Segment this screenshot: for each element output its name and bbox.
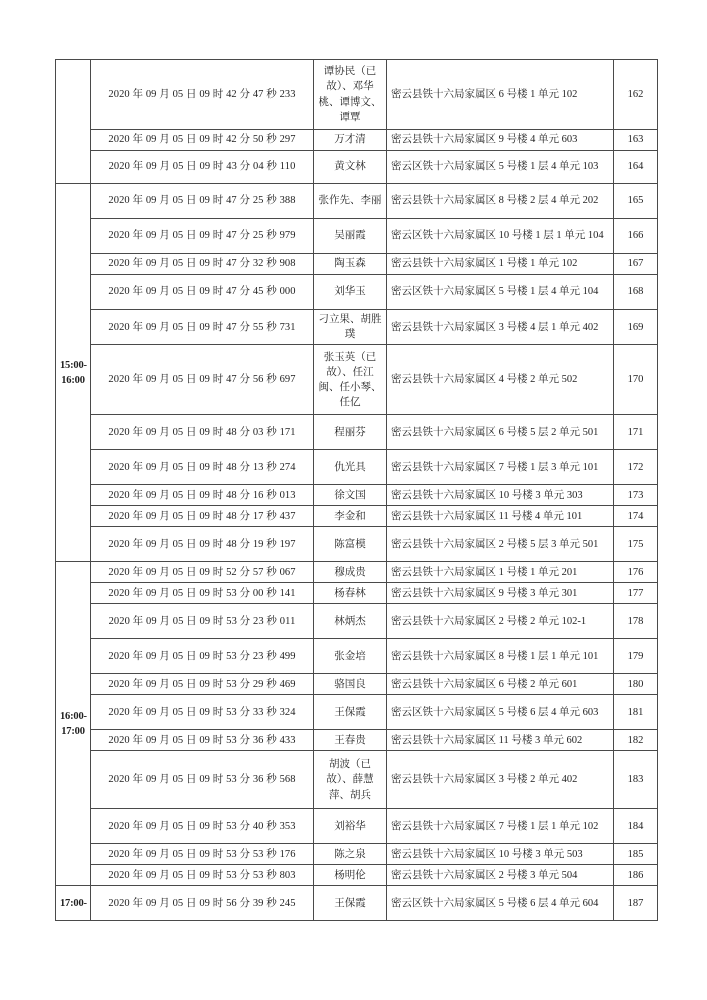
- record-names: 王春贵: [314, 730, 387, 751]
- record-datetime: 2020 年 09 月 05 日 09 时 53 分 53 秒 803: [91, 865, 314, 886]
- record-names: 万才清: [314, 130, 387, 151]
- record-datetime: 2020 年 09 月 05 日 09 时 53 分 53 秒 176: [91, 844, 314, 865]
- record-address: 密云县铁十六局家属区 8 号楼 2 层 4 单元 202: [387, 184, 614, 219]
- record-sequence-number: 180: [614, 674, 658, 695]
- record-datetime: 2020 年 09 月 05 日 09 时 47 分 25 秒 388: [91, 184, 314, 219]
- record-sequence-number: 167: [614, 254, 658, 275]
- time-period-line-2: 16:00: [61, 374, 85, 386]
- table-row: [56, 60, 658, 130]
- record-address: 密云县铁十六局家属区 6 号楼 1 单元 102: [387, 60, 614, 130]
- record-datetime: 2020 年 09 月 05 日 09 时 47 分 25 秒 979: [91, 219, 314, 254]
- record-address: 密云县铁十六局家属区 6 号楼 2 单元 601: [387, 674, 614, 695]
- record-datetime: 2020 年 09 月 05 日 09 时 53 分 23 秒 011: [91, 604, 314, 639]
- record-address: 密云县铁十六局家属区 10 号楼 3 单元 303: [387, 485, 614, 506]
- record-address: 密云县铁十六局家属区 1 号楼 1 单元 102: [387, 254, 614, 275]
- record-sequence-number: 166: [614, 219, 658, 254]
- table-row: [56, 562, 658, 583]
- record-names: 陶玉森: [314, 254, 387, 275]
- record-sequence-number: 187: [614, 886, 658, 921]
- record-names: 王保霞: [314, 886, 387, 921]
- record-address: 密云区铁十六局家属区 5 号楼 1 层 4 单元 104: [387, 275, 614, 310]
- record-datetime: 2020 年 09 月 05 日 09 时 47 分 55 秒 731: [91, 310, 314, 345]
- record-sequence-number: 183: [614, 751, 658, 809]
- record-names: 张作先、李丽: [314, 184, 387, 219]
- record-address: 密云区铁十六局家属区 5 号楼 6 层 4 单元 603: [387, 695, 614, 730]
- record-datetime: 2020 年 09 月 05 日 09 时 53 分 00 秒 141: [91, 583, 314, 604]
- record-datetime: 2020 年 09 月 05 日 09 时 53 分 33 秒 324: [91, 695, 314, 730]
- record-sequence-number: 177: [614, 583, 658, 604]
- record-datetime: 2020 年 09 月 05 日 09 时 53 分 36 秒 433: [91, 730, 314, 751]
- record-sequence-number: 165: [614, 184, 658, 219]
- record-sequence-number: 162: [614, 60, 658, 130]
- record-datetime: 2020 年 09 月 05 日 09 时 56 分 39 秒 245: [91, 886, 314, 921]
- record-sequence-number: 172: [614, 450, 658, 485]
- table-row: [56, 674, 658, 695]
- record-sequence-number: 171: [614, 415, 658, 450]
- table-row: [56, 604, 658, 639]
- table-row: [56, 275, 658, 310]
- record-address: 密云县铁十六局家属区 10 号楼 3 单元 503: [387, 844, 614, 865]
- record-address: 密云县铁十六局家属区 9 号楼 4 单元 603: [387, 130, 614, 151]
- record-datetime: 2020 年 09 月 05 日 09 时 53 分 40 秒 353: [91, 809, 314, 844]
- record-address: 密云县铁十六局家属区 2 号楼 3 单元 504: [387, 865, 614, 886]
- record-address: 密云县铁十六局家属区 8 号楼 1 层 1 单元 101: [387, 639, 614, 674]
- table-row: [56, 639, 658, 674]
- record-address: 密云县铁十六局家属区 3 号楼 4 层 1 单元 402: [387, 310, 614, 345]
- table-row: [56, 695, 658, 730]
- table-row: [56, 151, 658, 184]
- record-names: 刘华玉: [314, 275, 387, 310]
- table-row: [56, 254, 658, 275]
- table-row: [56, 415, 658, 450]
- record-sequence-number: 173: [614, 485, 658, 506]
- record-names: 骆国良: [314, 674, 387, 695]
- record-sequence-number: 185: [614, 844, 658, 865]
- records-table-body: [56, 60, 658, 921]
- time-period-line-2: 17:00: [61, 725, 85, 737]
- record-datetime: 2020 年 09 月 05 日 09 时 47 分 32 秒 908: [91, 254, 314, 275]
- record-datetime: 2020 年 09 月 05 日 09 时 42 分 50 秒 297: [91, 130, 314, 151]
- table-row: [56, 485, 658, 506]
- record-address: 密云县铁十六局家属区 7 号楼 1 层 3 单元 101: [387, 450, 614, 485]
- table-row: [56, 450, 658, 485]
- record-sequence-number: 169: [614, 310, 658, 345]
- record-names: 黄文林: [314, 151, 387, 184]
- record-names: 杨春林: [314, 583, 387, 604]
- record-address: 密云县铁十六局家属区 11 号楼 4 单元 101: [387, 506, 614, 527]
- record-address: 密云区铁十六局家属区 5 号楼 1 层 4 单元 103: [387, 151, 614, 184]
- record-datetime: 2020 年 09 月 05 日 09 时 48 分 19 秒 197: [91, 527, 314, 562]
- record-sequence-number: 181: [614, 695, 658, 730]
- record-names: 杨明伦: [314, 865, 387, 886]
- record-datetime: 2020 年 09 月 05 日 09 时 47 分 45 秒 000: [91, 275, 314, 310]
- record-sequence-number: 182: [614, 730, 658, 751]
- time-period-cell: [56, 184, 91, 562]
- record-names: 陈富模: [314, 527, 387, 562]
- table-row: [56, 184, 658, 219]
- record-datetime: 2020 年 09 月 05 日 09 时 48 分 13 秒 274: [91, 450, 314, 485]
- record-datetime: 2020 年 09 月 05 日 09 时 53 分 36 秒 568: [91, 751, 314, 809]
- record-sequence-number: 184: [614, 809, 658, 844]
- record-names: 吴丽霞: [314, 219, 387, 254]
- record-names: 陈之泉: [314, 844, 387, 865]
- record-address: 密云县铁十六局家属区 7 号楼 1 层 1 单元 102: [387, 809, 614, 844]
- record-sequence-number: 179: [614, 639, 658, 674]
- record-address: 密云县铁十六局家属区 3 号楼 2 单元 402: [387, 751, 614, 809]
- record-address: 密云县铁十六局家属区 6 号楼 5 层 2 单元 501: [387, 415, 614, 450]
- table-row: [56, 310, 658, 345]
- record-sequence-number: 168: [614, 275, 658, 310]
- record-names: 张金培: [314, 639, 387, 674]
- table-row: [56, 219, 658, 254]
- record-datetime: 2020 年 09 月 05 日 09 时 53 分 23 秒 499: [91, 639, 314, 674]
- record-sequence-number: 175: [614, 527, 658, 562]
- record-datetime: 2020 年 09 月 05 日 09 时 53 分 29 秒 469: [91, 674, 314, 695]
- record-address: 密云县铁十六局家属区 2 号楼 2 单元 102-1: [387, 604, 614, 639]
- table-row: [56, 506, 658, 527]
- record-address: 密云县铁十六局家属区 11 号楼 3 单元 602: [387, 730, 614, 751]
- record-address: 密云区铁十六局家属区 10 号楼 1 层 1 单元 104: [387, 219, 614, 254]
- record-datetime: 2020 年 09 月 05 日 09 时 52 分 57 秒 067: [91, 562, 314, 583]
- record-names: 穆成贵: [314, 562, 387, 583]
- table-row: [56, 865, 658, 886]
- record-names: 刘裕华: [314, 809, 387, 844]
- record-datetime: 2020 年 09 月 05 日 09 时 47 分 56 秒 697: [91, 345, 314, 415]
- record-datetime: 2020 年 09 月 05 日 09 时 48 分 03 秒 171: [91, 415, 314, 450]
- records-table-container: [55, 59, 657, 921]
- record-names: 李金和: [314, 506, 387, 527]
- time-period-cell: [56, 886, 91, 921]
- record-names: 谭协民（已故）、邓华桃、谭博文、谭覃: [314, 60, 387, 130]
- table-row: [56, 583, 658, 604]
- time-period-cell: [56, 562, 91, 886]
- record-sequence-number: 174: [614, 506, 658, 527]
- record-names: 徐文国: [314, 485, 387, 506]
- table-row: [56, 345, 658, 415]
- time-period-line-1: 15:00-: [60, 359, 87, 371]
- record-sequence-number: 164: [614, 151, 658, 184]
- record-names: 刁立果、胡胜璞: [314, 310, 387, 345]
- time-period-line-1: 17:00-: [60, 897, 87, 909]
- record-address: 密云县铁十六局家属区 2 号楼 5 层 3 单元 501: [387, 527, 614, 562]
- table-row: [56, 751, 658, 809]
- table-row: [56, 809, 658, 844]
- table-row: [56, 886, 658, 921]
- record-datetime: 2020 年 09 月 05 日 09 时 43 分 04 秒 110: [91, 151, 314, 184]
- record-datetime: 2020 年 09 月 05 日 09 时 48 分 17 秒 437: [91, 506, 314, 527]
- record-sequence-number: 170: [614, 345, 658, 415]
- record-names: 林炳杰: [314, 604, 387, 639]
- records-table: [55, 59, 658, 921]
- record-names: 张玉英（已故）、任江闽、任小琴、任亿: [314, 345, 387, 415]
- record-sequence-number: 163: [614, 130, 658, 151]
- record-names: 胡波（已故）、薛慧萍、胡兵: [314, 751, 387, 809]
- record-sequence-number: 176: [614, 562, 658, 583]
- table-row: [56, 130, 658, 151]
- record-names: 程丽芬: [314, 415, 387, 450]
- time-period-line-1: 16:00-: [60, 710, 87, 722]
- record-address: 密云县铁十六局家属区 9 号楼 3 单元 301: [387, 583, 614, 604]
- record-sequence-number: 186: [614, 865, 658, 886]
- table-row: [56, 844, 658, 865]
- record-names: 王保霞: [314, 695, 387, 730]
- record-names: 仇光具: [314, 450, 387, 485]
- table-row: [56, 527, 658, 562]
- record-address: 密云县铁十六局家属区 4 号楼 2 单元 502: [387, 345, 614, 415]
- record-datetime: 2020 年 09 月 05 日 09 时 48 分 16 秒 013: [91, 485, 314, 506]
- record-address: 密云县铁十六局家属区 1 号楼 1 单元 201: [387, 562, 614, 583]
- record-sequence-number: 178: [614, 604, 658, 639]
- record-address: 密云区铁十六局家属区 5 号楼 6 层 4 单元 604: [387, 886, 614, 921]
- table-row: [56, 730, 658, 751]
- time-period-cell: [56, 60, 91, 184]
- record-datetime: 2020 年 09 月 05 日 09 时 42 分 47 秒 233: [91, 60, 314, 130]
